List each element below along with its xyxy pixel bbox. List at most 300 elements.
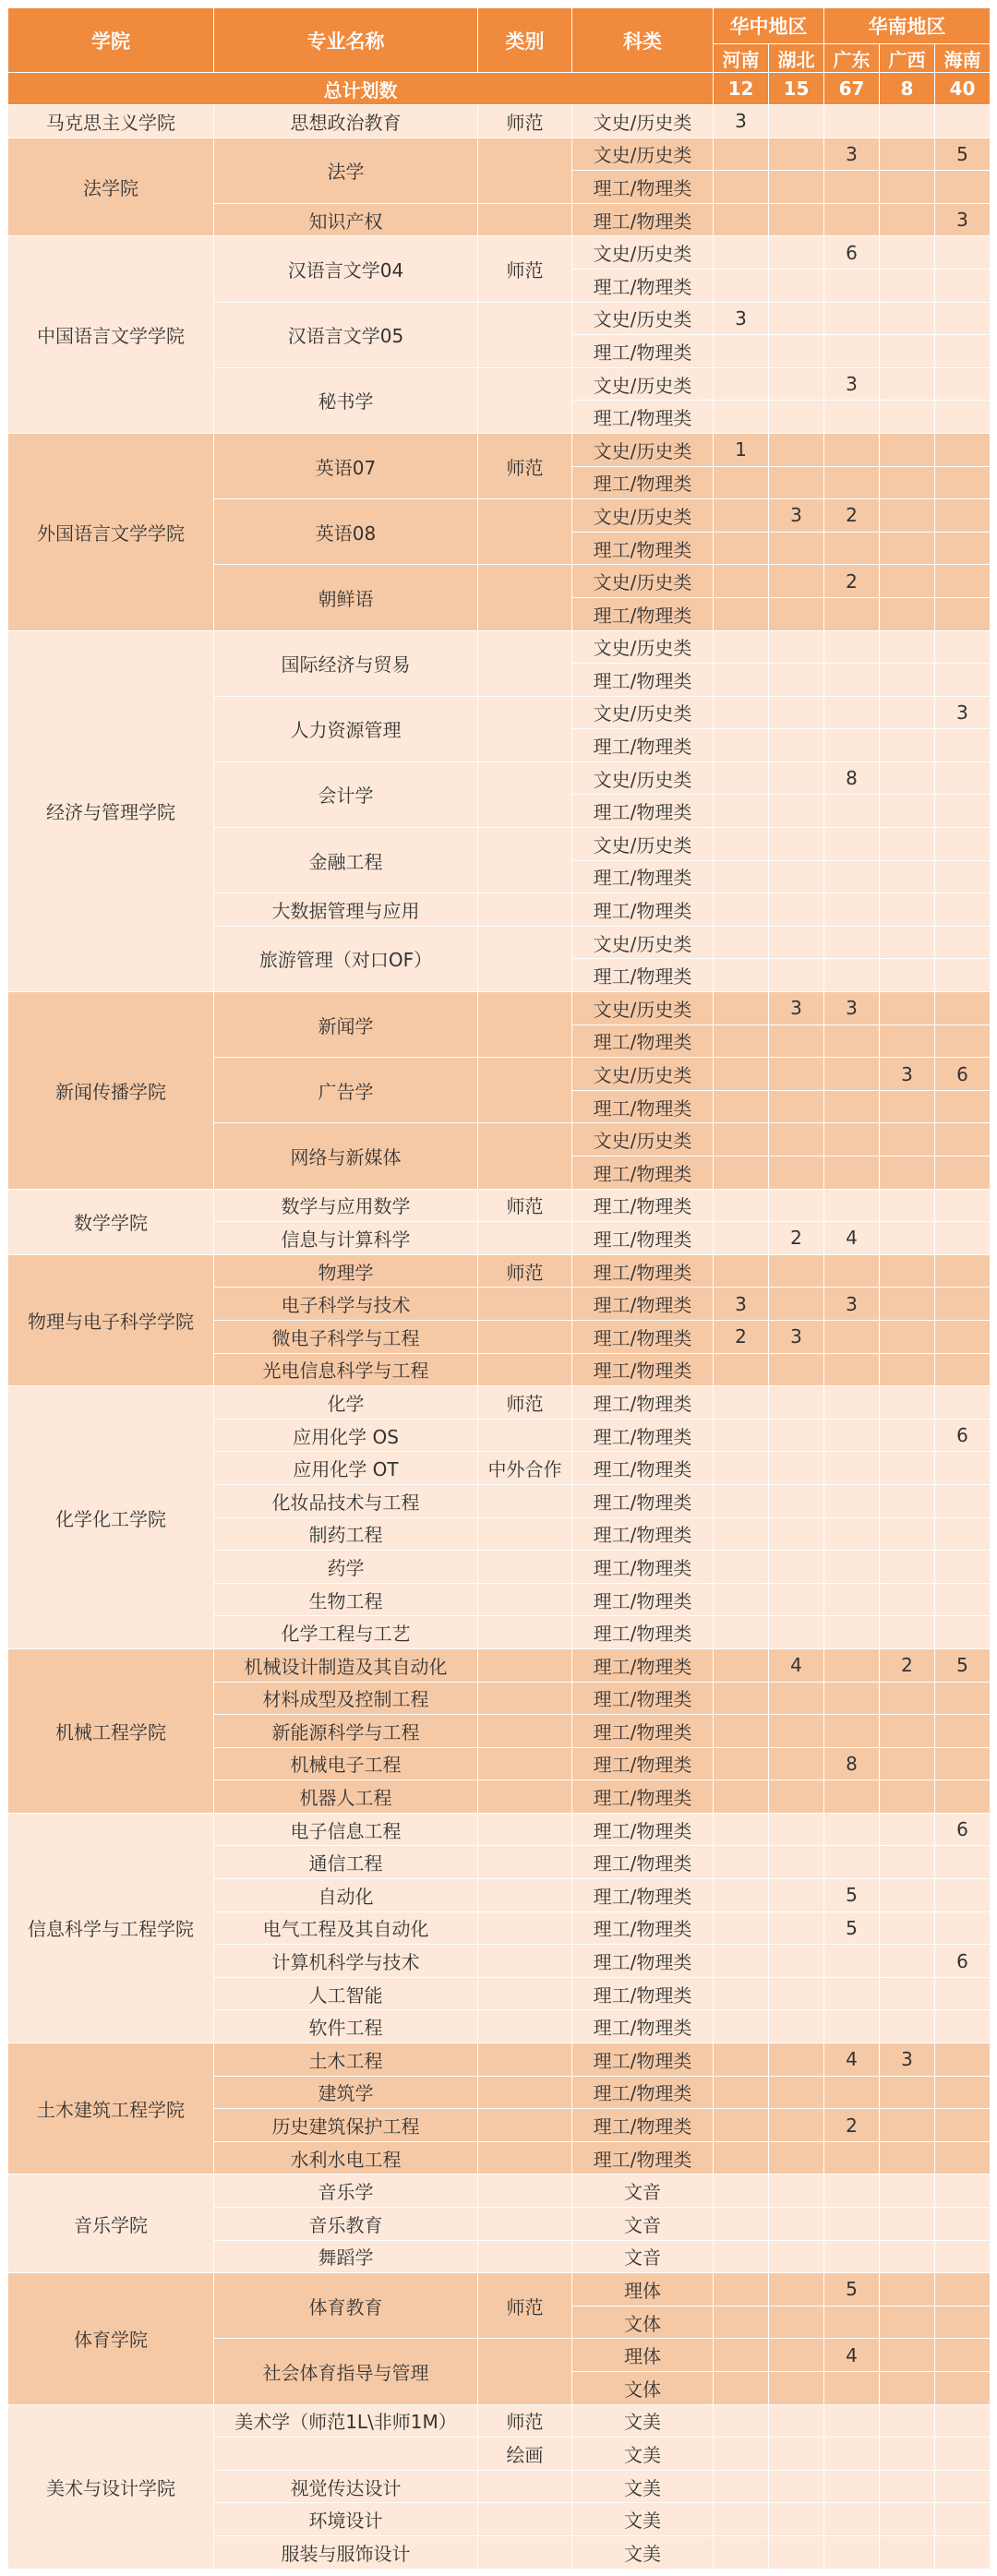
category-cell: [478, 1911, 572, 1945]
college-group: [8, 2175, 991, 2273]
subject-cell: 理工/物理类: [572, 795, 714, 828]
quota-cell: [824, 2503, 880, 2536]
quota-cell: [824, 2010, 880, 2043]
category-cell: 师范: [478, 2273, 572, 2339]
quota-cell: [935, 1911, 991, 1945]
quota-cell: [935, 1222, 991, 1255]
quota-cell: 3: [714, 302, 769, 335]
quota-cell: [935, 2438, 991, 2471]
category-cell: [478, 630, 572, 696]
quota-cell: [714, 2175, 769, 2208]
quota-cell: [880, 2109, 935, 2142]
quota-cell: 3: [935, 203, 991, 236]
quota-cell: 4: [824, 2043, 880, 2077]
college-group: [8, 630, 991, 992]
quota-cell: 3: [714, 105, 769, 138]
quota-cell: [935, 2273, 991, 2306]
college-name-cell: 经济与管理学院: [8, 630, 214, 992]
quota-cell: [769, 1024, 824, 1058]
college-group: [8, 1813, 991, 2043]
quota-cell: 4: [824, 2339, 880, 2372]
quota-cell: [880, 565, 935, 598]
quota-cell: [824, 1452, 880, 1485]
major-name-cell: 社会体育指导与管理: [214, 2339, 478, 2404]
quota-cell: [935, 105, 991, 138]
quota-cell: [880, 367, 935, 401]
quota-cell: [935, 1123, 991, 1156]
quota-cell: [714, 2470, 769, 2503]
quota-cell: [769, 696, 824, 729]
category-cell: [478, 367, 572, 433]
college-group: [8, 2404, 991, 2569]
major-name-cell: 信息与计算科学: [214, 1222, 478, 1255]
college-name-cell: 美术与设计学院: [8, 2404, 214, 2569]
quota-cell: [880, 2141, 935, 2175]
quota-cell: [935, 2503, 991, 2536]
quota-cell: [714, 2240, 769, 2273]
quota-cell: 3: [769, 1320, 824, 1353]
subject-cell: 文音: [572, 2175, 714, 2208]
quota-cell: [714, 1189, 769, 1222]
subject-cell: 文史/历史类: [572, 1058, 714, 1091]
quota-cell: [769, 2010, 824, 2043]
quota-cell: [824, 1484, 880, 1517]
table-row: [8, 2175, 991, 2208]
quota-cell: [714, 138, 769, 171]
quota-cell: [714, 893, 769, 927]
subject-cell: 文史/历史类: [572, 138, 714, 171]
quota-cell: [824, 1813, 880, 1846]
quota-cell: [935, 2470, 991, 2503]
quota-cell: [880, 2535, 935, 2569]
quota-cell: [769, 1682, 824, 1715]
quota-cell: [714, 203, 769, 236]
subject-cell: 理工/物理类: [572, 532, 714, 565]
subject-cell: 理工/物理类: [572, 1254, 714, 1288]
college-name-cell: 外国语言文学学院: [8, 433, 214, 630]
major-name-cell: 电气工程及其自动化: [214, 1911, 478, 1945]
category-cell: [478, 761, 572, 827]
quota-cell: [880, 630, 935, 664]
quota-cell: [824, 1616, 880, 1649]
quota-cell: [769, 1123, 824, 1156]
quota-cell: [769, 597, 824, 630]
category-cell: [478, 2240, 572, 2273]
quota-cell: [935, 367, 991, 401]
category-cell: [478, 1977, 572, 2010]
subject-cell: 理工/物理类: [572, 860, 714, 893]
subject-cell: 文史/历史类: [572, 1123, 714, 1156]
major-name-cell: 人力资源管理: [214, 696, 478, 761]
quota-cell: 3: [824, 992, 880, 1025]
quota-cell: [935, 630, 991, 664]
college-group: [8, 105, 991, 138]
subject-cell: 文史/历史类: [572, 302, 714, 335]
quota-cell: [935, 2175, 991, 2208]
major-name-cell: 网络与新媒体: [214, 1123, 478, 1189]
subject-cell: 理工/物理类: [572, 2141, 714, 2175]
subject-cell: 理工/物理类: [572, 1419, 714, 1452]
major-name-cell: 大数据管理与应用: [214, 893, 478, 927]
subject-cell: 理工/物理类: [572, 959, 714, 992]
quota-cell: 3: [824, 367, 880, 401]
category-cell: [478, 1682, 572, 1715]
college-name-cell: 土木建筑工程学院: [8, 2043, 214, 2175]
subject-cell: 文史/历史类: [572, 105, 714, 138]
subject-cell: 理体: [572, 2339, 714, 2372]
quota-cell: 5: [935, 1648, 991, 1682]
quota-cell: [714, 1780, 769, 1814]
quota-cell: [880, 1156, 935, 1190]
quota-cell: [824, 2141, 880, 2175]
quota-cell: [769, 105, 824, 138]
quota-cell: [935, 1452, 991, 1485]
quota-cell: [880, 203, 935, 236]
quota-cell: [935, 2010, 991, 2043]
quota-cell: [714, 1254, 769, 1288]
quota-cell: [824, 959, 880, 992]
subject-cell: 理工/物理类: [572, 1780, 714, 1814]
quota-cell: 6: [935, 1058, 991, 1091]
quota-cell: 3: [880, 1058, 935, 1091]
subject-cell: 文体: [572, 2371, 714, 2404]
quota-cell: [824, 1189, 880, 1222]
quota-cell: 3: [769, 499, 824, 533]
subject-cell: 理工/物理类: [572, 1024, 714, 1058]
major-name-cell: 视觉传达设计: [214, 2470, 478, 2503]
quota-cell: 6: [935, 1419, 991, 1452]
header-college: 学院: [8, 8, 214, 73]
quota-cell: [824, 1024, 880, 1058]
quota-cell: 3: [824, 138, 880, 171]
quota-cell: [880, 1977, 935, 2010]
category-cell: [478, 1813, 572, 1846]
quota-cell: [880, 729, 935, 762]
college-group: [8, 1189, 991, 1254]
quota-cell: [880, 597, 935, 630]
table-row: [8, 2404, 991, 2438]
quota-cell: [880, 1780, 935, 1814]
quota-cell: [824, 664, 880, 697]
major-name-cell: 应用化学 OT: [214, 1452, 478, 1485]
header-province: 湖北: [769, 44, 824, 73]
college-name-cell: 化学化工学院: [8, 1386, 214, 1649]
subject-cell: 理工/物理类: [572, 1090, 714, 1123]
quota-cell: [769, 664, 824, 697]
major-name-cell: 体育教育: [214, 2273, 478, 2339]
subject-cell: 理工/物理类: [572, 2076, 714, 2109]
total-value: 12: [714, 73, 769, 105]
quota-cell: [880, 1551, 935, 1584]
quota-cell: [935, 795, 991, 828]
quota-cell: 2: [714, 1320, 769, 1353]
quota-cell: [935, 828, 991, 861]
quota-cell: [880, 1123, 935, 1156]
quota-cell: 2: [769, 1222, 824, 1255]
category-cell: [478, 1551, 572, 1584]
major-name-cell: 材料成型及控制工程: [214, 1682, 478, 1715]
quota-cell: [714, 1419, 769, 1452]
quota-cell: [824, 1846, 880, 1879]
college-group: [8, 1254, 991, 1385]
quota-cell: [769, 1386, 824, 1420]
subject-cell: 理工/物理类: [572, 1911, 714, 1945]
quota-cell: [880, 1583, 935, 1616]
quota-cell: [714, 1484, 769, 1517]
quota-cell: [880, 2175, 935, 2208]
category-cell: [478, 2175, 572, 2208]
category-cell: [478, 2043, 572, 2077]
category-cell: [478, 1353, 572, 1386]
quota-cell: [880, 2240, 935, 2273]
quota-cell: [935, 2043, 991, 2077]
quota-cell: [824, 2470, 880, 2503]
quota-cell: [880, 2208, 935, 2241]
quota-cell: [935, 433, 991, 466]
college-group: [8, 2043, 991, 2175]
quota-cell: [824, 2208, 880, 2241]
quota-cell: 1: [714, 433, 769, 466]
subject-cell: 理工/物理类: [572, 1222, 714, 1255]
quota-cell: [824, 2175, 880, 2208]
quota-cell: [880, 1911, 935, 1945]
quota-cell: [714, 1452, 769, 1485]
quota-cell: [714, 959, 769, 992]
category-cell: [478, 696, 572, 761]
category-cell: 师范: [478, 433, 572, 498]
quota-cell: [769, 2306, 824, 2339]
category-cell: [478, 2535, 572, 2569]
quota-cell: [714, 335, 769, 368]
quota-cell: [935, 860, 991, 893]
quota-cell: 6: [935, 1813, 991, 1846]
quota-cell: [880, 1189, 935, 1222]
major-name-cell: 金融工程: [214, 828, 478, 893]
quota-cell: [935, 959, 991, 992]
quota-cell: [769, 335, 824, 368]
quota-cell: [880, 992, 935, 1025]
college-name-cell: 马克思主义学院: [8, 105, 214, 138]
category-cell: [478, 1715, 572, 1748]
quota-cell: [935, 171, 991, 204]
quota-cell: [935, 1320, 991, 1353]
quota-cell: [935, 2076, 991, 2109]
subject-cell: 理工/物理类: [572, 171, 714, 204]
quota-cell: [935, 893, 991, 927]
major-name-cell: 物理学: [214, 1254, 478, 1288]
quota-cell: [880, 664, 935, 697]
quota-cell: [769, 1813, 824, 1846]
quota-cell: [769, 401, 824, 434]
quota-cell: [880, 959, 935, 992]
quota-cell: [714, 367, 769, 401]
quota-cell: [824, 269, 880, 302]
major-name-cell: 水利水电工程: [214, 2141, 478, 2175]
quota-cell: 8: [824, 761, 880, 795]
subject-cell: 理工/物理类: [572, 335, 714, 368]
quota-cell: [824, 2306, 880, 2339]
subject-cell: 理工/物理类: [572, 1879, 714, 1912]
major-name-cell: 药学: [214, 1551, 478, 1584]
quota-cell: [824, 1977, 880, 2010]
major-name-cell: 机械设计制造及其自动化: [214, 1648, 478, 1682]
quota-cell: [824, 795, 880, 828]
subject-cell: 文史/历史类: [572, 761, 714, 795]
quota-cell: [880, 1386, 935, 1420]
subject-cell: 理工/物理类: [572, 1288, 714, 1321]
quota-cell: [935, 1254, 991, 1288]
quota-cell: 2: [880, 1648, 935, 1682]
quota-cell: [714, 2208, 769, 2241]
subject-cell: 理工/物理类: [572, 466, 714, 499]
subject-cell: 理工/物理类: [572, 1386, 714, 1420]
quota-cell: [714, 630, 769, 664]
quota-cell: [935, 597, 991, 630]
major-name-cell: 新能源科学与工程: [214, 1715, 478, 1748]
major-name-cell: 音乐学: [214, 2175, 478, 2208]
subject-cell: 理工/物理类: [572, 2043, 714, 2077]
quota-cell: [769, 2535, 824, 2569]
quota-cell: [769, 761, 824, 795]
subject-cell: 理工/物理类: [572, 729, 714, 762]
subject-cell: 理工/物理类: [572, 1353, 714, 1386]
category-cell: [478, 302, 572, 367]
major-name-cell: 光电信息科学与工程: [214, 1353, 478, 1386]
quota-cell: [714, 597, 769, 630]
college-name-cell: 信息科学与工程学院: [8, 1813, 214, 2043]
subject-cell: 文音: [572, 2208, 714, 2241]
enrollment-plan-table: [7, 7, 991, 2570]
quota-cell: [714, 926, 769, 959]
college-name-cell: 法学院: [8, 138, 214, 236]
quota-cell: [714, 1682, 769, 1715]
category-cell: [478, 992, 572, 1058]
category-cell: [478, 1320, 572, 1353]
quota-cell: [769, 2438, 824, 2471]
quota-cell: [824, 2240, 880, 2273]
quota-cell: [935, 401, 991, 434]
quota-cell: [880, 1879, 935, 1912]
quota-cell: [769, 2076, 824, 2109]
major-name-cell: 通信工程: [214, 1846, 478, 1879]
quota-cell: 5: [824, 1911, 880, 1945]
subject-cell: 文史/历史类: [572, 499, 714, 533]
major-name-cell: 电子科学与技术: [214, 1288, 478, 1321]
quota-cell: [769, 1583, 824, 1616]
quota-cell: [714, 2141, 769, 2175]
college-group: [8, 2273, 991, 2404]
header-major: 专业名称: [214, 8, 478, 73]
quota-cell: [935, 1189, 991, 1222]
quota-cell: [714, 171, 769, 204]
quota-cell: [935, 565, 991, 598]
category-cell: [478, 1058, 572, 1123]
quota-cell: [714, 2043, 769, 2077]
quota-cell: [769, 2141, 824, 2175]
subject-cell: 文史/历史类: [572, 367, 714, 401]
quota-cell: [769, 2208, 824, 2241]
quota-cell: [769, 2404, 824, 2438]
college-name-cell: 物理与电子科学学院: [8, 1254, 214, 1385]
quota-cell: [769, 1879, 824, 1912]
quota-cell: [824, 2076, 880, 2109]
quota-cell: [880, 761, 935, 795]
subject-cell: 文美: [572, 2503, 714, 2536]
total-label: 总计划数: [8, 73, 714, 105]
quota-cell: [769, 2240, 824, 2273]
header-row: [8, 8, 991, 44]
category-cell: [478, 828, 572, 893]
quota-cell: [824, 302, 880, 335]
quota-cell: [769, 2175, 824, 2208]
quota-cell: [714, 2535, 769, 2569]
category-cell: [478, 499, 572, 565]
quota-cell: [714, 2404, 769, 2438]
major-name-cell: 化妆品技术与工程: [214, 1484, 478, 1517]
quota-cell: [880, 2404, 935, 2438]
total-value: 40: [935, 73, 991, 105]
quota-cell: [824, 1551, 880, 1584]
table-row: [8, 2043, 991, 2077]
quota-cell: [714, 1747, 769, 1780]
quota-cell: [769, 1846, 824, 1879]
quota-cell: 5: [824, 2273, 880, 2306]
major-name-cell: 生物工程: [214, 1583, 478, 1616]
quota-cell: [935, 1551, 991, 1584]
quota-cell: [769, 860, 824, 893]
category-cell: [478, 2141, 572, 2175]
subject-cell: 理工/物理类: [572, 1715, 714, 1748]
table-row: [8, 1648, 991, 1682]
quota-cell: [714, 2339, 769, 2372]
quota-cell: [880, 2470, 935, 2503]
quota-cell: [769, 2371, 824, 2404]
quota-cell: [824, 1353, 880, 1386]
major-name-cell: 舞蹈学: [214, 2240, 478, 2273]
major-name-cell: 朝鲜语: [214, 565, 478, 630]
quota-cell: [935, 1715, 991, 1748]
category-cell: 绘画: [478, 2438, 572, 2471]
college-group: [8, 433, 991, 630]
quota-cell: [824, 532, 880, 565]
quota-cell: [714, 1879, 769, 1912]
quota-cell: [769, 171, 824, 204]
major-name-cell: 美术学（师范1L\非师1M）: [214, 2404, 478, 2438]
subject-cell: 文体: [572, 2306, 714, 2339]
quota-cell: [714, 2076, 769, 2109]
category-cell: 师范: [478, 1386, 572, 1420]
quota-cell: [880, 532, 935, 565]
quota-cell: [880, 860, 935, 893]
quota-cell: [880, 1090, 935, 1123]
major-name-cell: 法学: [214, 138, 478, 203]
quota-cell: 2: [824, 499, 880, 533]
quota-cell: [769, 1058, 824, 1091]
quota-cell: [824, 433, 880, 466]
category-cell: [478, 2076, 572, 2109]
category-cell: [478, 1780, 572, 1814]
category-cell: [478, 2208, 572, 2241]
quota-cell: [880, 1452, 935, 1485]
category-cell: [478, 926, 572, 991]
subject-cell: 理工/物理类: [572, 1945, 714, 1978]
quota-cell: [880, 433, 935, 466]
quota-cell: [935, 1484, 991, 1517]
quota-cell: [880, 828, 935, 861]
quota-cell: [714, 1353, 769, 1386]
quota-cell: [769, 203, 824, 236]
subject-cell: 文史/历史类: [572, 828, 714, 861]
